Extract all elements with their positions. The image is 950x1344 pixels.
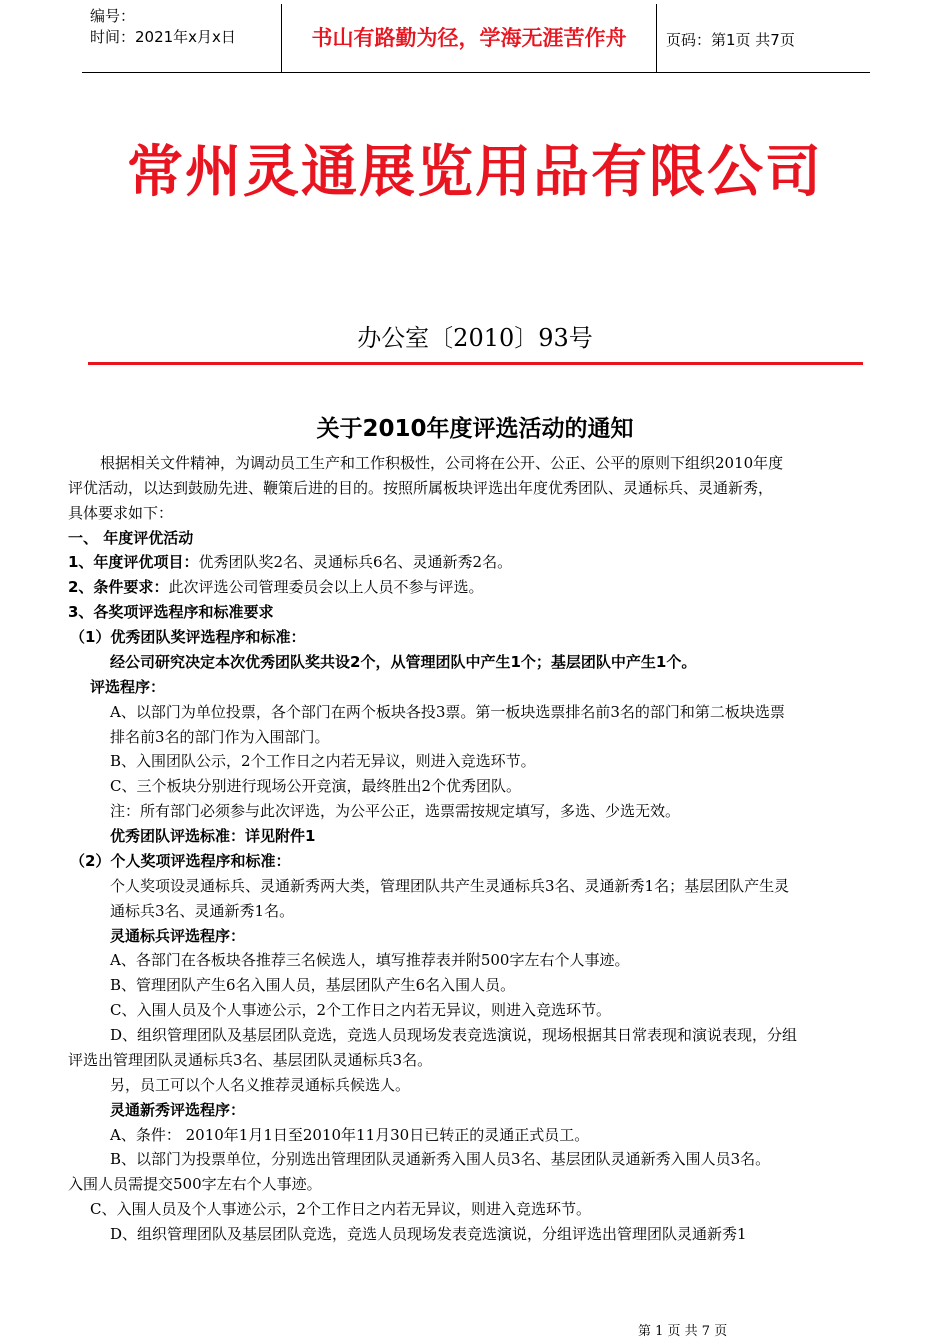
motto: 书山有路勤为径，学海无涯苦作舟 <box>281 4 657 72</box>
body-line: 入围人员需提交500字左右个人事迹。 <box>68 1175 322 1193</box>
page-label: 页码：第1页 共7页 <box>666 31 795 49</box>
number-label: 编号： <box>90 7 136 25</box>
item-text: 优秀团队奖2名、灵通标兵6名、灵通新秀2名。 <box>198 553 513 571</box>
page-footer: 第 1 页 共 7 页 <box>638 1324 728 1339</box>
body-line: B、以部门为投票单位，分别选出管理团队灵通新秀入围人员3名、基层团队灵通新秀入围人员3名。 <box>110 1150 771 1168</box>
document-number: 办公室〔2010〕93号 <box>357 324 593 352</box>
subsection-heading: （1）优秀团队奖评选程序和标准： <box>70 628 306 646</box>
header-table <box>82 4 870 73</box>
body-line: 灵通新秀评选程序： <box>110 1101 246 1119</box>
body-line: C、入围人员及个人事迹公示，2个工作日之内若无异议，则进入竞选环节。 <box>90 1200 592 1218</box>
body-line: D、组织管理团队及基层团队竞选，竞选人员现场发表竞选演说，现场根据其日常表现和演说表现，分组 <box>110 1026 798 1044</box>
body-line: 评选出管理团队灵通标兵3名、基层团队灵通标兵3名。 <box>68 1051 433 1069</box>
body-line: 个人奖项设灵通标兵、灵通新秀两大类，管理团队共产生灵通标兵3名、灵通新秀1名；基层团队产生灵 <box>110 877 790 895</box>
company-name: 常州灵通展览用品有限公司 <box>127 140 823 205</box>
body-line <box>68 551 512 573</box>
body-line: 具体要求如下： <box>68 504 174 522</box>
time-label: 时间：2021年x月x日 <box>90 28 236 46</box>
body-line: B、管理团队产生6名入围人员，基层团队产生6名入围人员。 <box>110 976 516 994</box>
body-line: 优秀团队评选标准：详见附件1 <box>110 827 316 845</box>
body-line: A、各部门在各板块各推荐三名候选人，填写推荐表并附500字左右个人事迹。 <box>110 951 630 969</box>
body-line: 通标兵3名、灵通新秀1名。 <box>110 902 295 920</box>
body-line: 3、各奖项评选程序和标准要求 <box>68 603 274 621</box>
body-line: D、组织管理团队及基层团队竞选，竞选人员现场发表竞选演说，分组评选出管理团队灵通新秀1 <box>110 1225 747 1243</box>
item-label: 2、条件要求： <box>68 578 169 596</box>
body-line: 经公司研究决定本次优秀团队奖共设2个，从管理团队中产生1个；基层团队中产生1个。 <box>110 653 697 671</box>
body-line: 灵通标兵评选程序： <box>110 927 246 945</box>
body-line: 根据相关文件精神，为调动员工生产和工作积极性，公司将在公开、公正、公平的原则下组织2010年度 <box>100 454 784 472</box>
subsection-heading: （2）个人奖项评选程序和标准： <box>70 852 291 870</box>
red-divider <box>88 362 863 365</box>
body-line: 注：所有部门必须参与此次评选，为公平公正，选票需按规定填写，多选、少选无效。 <box>110 802 681 820</box>
body-line: A、以部门为单位投票，各个部门在两个板块各投3票。第一板块选票排名前3名的部门和第二板块选票 <box>110 703 785 721</box>
body-line: C、入围人员及个人事迹公示，2个工作日之内若无异议，则进入竞选环节。 <box>110 1001 612 1019</box>
header-left-cell <box>90 6 280 48</box>
body-line <box>68 576 483 598</box>
body-line: 评选程序： <box>90 678 166 696</box>
body-line: C、三个板块分别进行现场公开竞演，最终胜出2个优秀团队。 <box>110 777 522 795</box>
item-label: 1、年度评优项目： <box>68 553 199 571</box>
body-line: 排名前3名的部门作为入围部门。 <box>110 728 330 746</box>
document-title: 关于2010年度评选活动的通知 <box>316 416 634 442</box>
body-line: A、条件： 2010年1月1日至2010年11月30日已转正的灵通正式员工。 <box>110 1126 590 1144</box>
section-heading: 一、 年度评优活动 <box>68 529 194 547</box>
body-line: B、入围团队公示，2个工作日之内若无异议，则进入竞选环节。 <box>110 752 536 770</box>
body-line: 另，员工可以个人名义推荐灵通标兵候选人。 <box>110 1076 411 1094</box>
item-text: 此次评选公司管理委员会以上人员不参与评选。 <box>168 578 484 596</box>
body-line: 评优活动，以达到鼓励先进、鞭策后进的目的。按照所属板块评选出年度优秀团队、灵通标兵、灵通新秀， <box>68 479 774 497</box>
